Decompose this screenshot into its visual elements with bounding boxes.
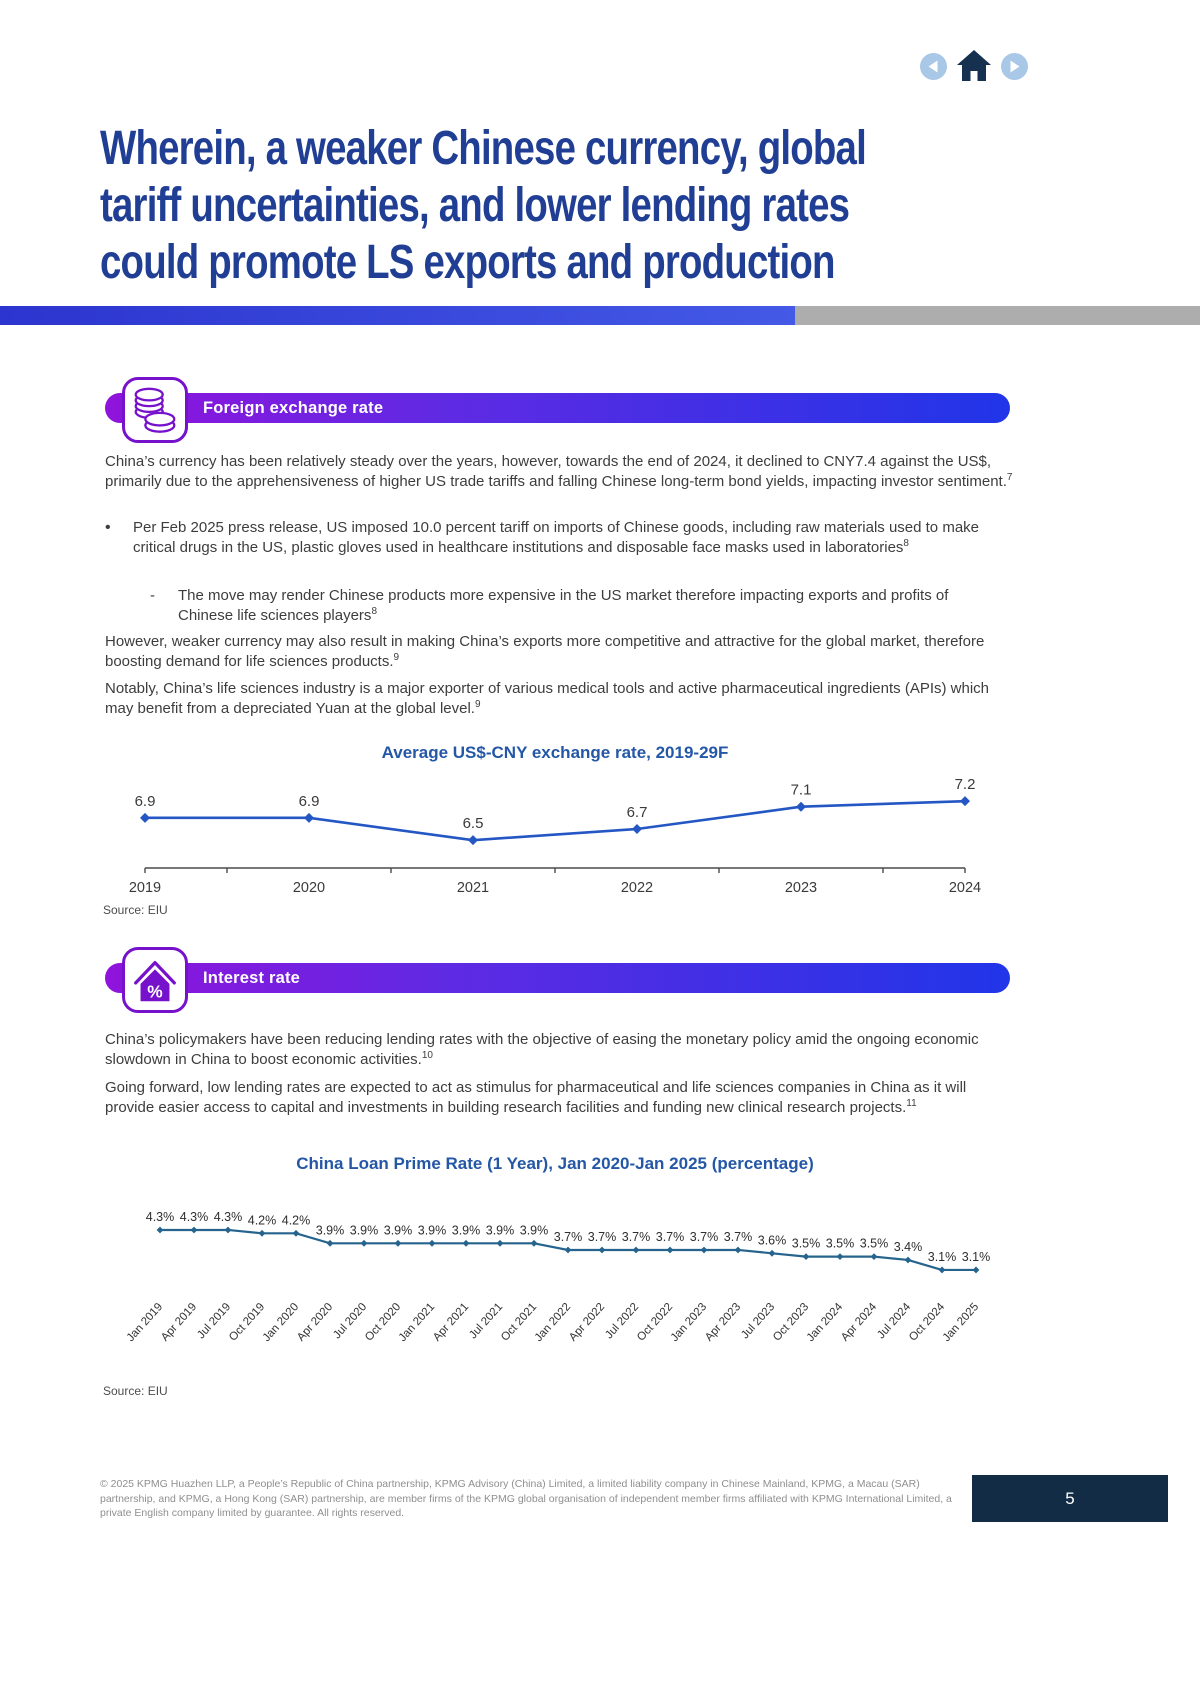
footer-copyright: © 2025 KPMG Huazhen LLP, a People’s Republic of China partnership, KPMG Advisory (China) Limited, a limited liability company in Chinese Mainland, KPMG, a Macau (SAR) partnership, and KPMG, a Hong Kong (SAR) partnership, are member firms of the KPMG global organisation of independent member firms affiliated with KPMG International Limited, a private English company limited by guarantee. All rights reserved. — [100, 1478, 952, 1519]
svg-text:6.7: 6.7 — [626, 804, 648, 821]
svg-text:Jul 2022: Jul 2022 — [603, 1300, 642, 1342]
paragraph-text: China’s currency has been relatively steady over the years, however, towards the end of 2024, it declined to CNY7.4 against the US$, primarily due to the apprehensiveness of higher US trade tariffs and falling Chinese long-term bond yields, impacting investor sentiment. — [105, 453, 1007, 490]
svg-text:Jul 2021: Jul 2021 — [467, 1300, 506, 1342]
lpr-chart-title: China Loan Prime Rate (1 Year), Jan 2020-Jan 2025 (percentage) — [296, 1154, 814, 1173]
svg-text:3.9%: 3.9% — [485, 1223, 515, 1238]
svg-text:4.3%: 4.3% — [145, 1209, 175, 1224]
svg-text:2023: 2023 — [784, 880, 818, 896]
svg-text:2024: 2024 — [948, 880, 982, 896]
footnote-ref: 8 — [903, 538, 909, 549]
arrow-left-icon — [920, 53, 947, 80]
top-navigation — [920, 45, 1040, 87]
svg-text:4.3%: 4.3% — [213, 1209, 243, 1224]
svg-text:Oct 2020: Oct 2020 — [363, 1300, 404, 1344]
percent-glyph: % — [147, 981, 163, 1002]
svg-text:Jan 2019: Jan 2019 — [124, 1300, 166, 1345]
home-button[interactable] — [953, 45, 995, 87]
house-percent-icon — [128, 952, 182, 1008]
svg-text:Jul 2020: Jul 2020 — [331, 1300, 370, 1342]
paragraph-text: The move may render Chinese products more expensive in the US market therefore impacting exports and profits of Chinese life sciences players — [178, 587, 949, 624]
svg-text:Apr 2022: Apr 2022 — [567, 1300, 608, 1344]
svg-text:3.9%: 3.9% — [451, 1223, 481, 1238]
page-title-line: Wherein, a weaker Chinese currency, global — [100, 122, 866, 175]
svg-text:3.9%: 3.9% — [315, 1223, 345, 1238]
svg-text:3.7%: 3.7% — [689, 1229, 719, 1244]
svg-text:3.9%: 3.9% — [519, 1223, 549, 1238]
paragraph-text: Notably, China’s life sciences industry is a major exporter of various medical tools and active pharmaceutical ingredients (APIs) which may benefit from a depreciated Yuan at the global level. — [105, 680, 990, 717]
svg-text:3.6%: 3.6% — [757, 1233, 787, 1248]
page-title-line: could promote LS exports and production — [100, 236, 835, 289]
paragraph-text: Going forward, low lending rates are expected to act as stimulus for pharmaceutical and life sciences companies in China as it will provide easier access to capital and investments in building research facilities and funding new clinical research projects. — [105, 1079, 967, 1116]
dash-marker — [150, 586, 178, 626]
svg-text:Oct 2019: Oct 2019 — [227, 1300, 268, 1344]
bullet-paragraph — [133, 518, 995, 558]
svg-text:2020: 2020 — [292, 880, 326, 896]
home-icon — [953, 45, 995, 87]
svg-text:Oct 2022: Oct 2022 — [635, 1300, 676, 1344]
svg-text:3.4%: 3.4% — [893, 1239, 923, 1254]
house-percent-icon-box — [122, 947, 188, 1013]
lpr-line-chart — [95, 1193, 1105, 1383]
svg-text:Apr 2023: Apr 2023 — [703, 1300, 744, 1344]
svg-text:Jan 2024: Jan 2024 — [804, 1300, 846, 1345]
section-header-interest-rate — [105, 963, 1010, 993]
svg-text:3.9%: 3.9% — [383, 1223, 413, 1238]
svg-text:Oct 2023: Oct 2023 — [771, 1300, 812, 1344]
svg-text:Jul 2023: Jul 2023 — [739, 1300, 778, 1342]
svg-text:Jan 2020: Jan 2020 — [260, 1300, 302, 1345]
svg-text:Apr 2024: Apr 2024 — [839, 1300, 880, 1344]
arrow-right-icon — [1001, 53, 1028, 80]
svg-text:Apr 2019: Apr 2019 — [159, 1300, 200, 1344]
svg-text:Oct 2021: Oct 2021 — [499, 1300, 540, 1344]
bullet-marker — [105, 518, 133, 558]
footnote-ref: 7 — [1006, 472, 1013, 483]
svg-text:Jan 2022: Jan 2022 — [532, 1300, 574, 1345]
footnote-ref: 8 — [371, 606, 377, 617]
footnote-ref: 9 — [393, 652, 400, 663]
footnote-ref: 9 — [474, 699, 481, 710]
paragraph-text: Per Feb 2025 press release, US imposed 10.0 percent tariff on imports of Chinese goods, including raw materials used to make critical drugs in the US, plastic gloves used in healthcare institutions and disposable face masks used in laboratories — [133, 519, 979, 556]
svg-text:Jan 2025: Jan 2025 — [940, 1300, 982, 1345]
page-number-box — [972, 1475, 1168, 1522]
coins-icon — [128, 382, 182, 438]
fx-paragraph-3 — [105, 679, 1017, 719]
section-header-foreign-exchange — [105, 393, 1010, 423]
fx-chart-source: Source: EIU — [103, 903, 168, 917]
svg-text:2019: 2019 — [128, 880, 162, 896]
svg-text:2021: 2021 — [456, 880, 490, 896]
svg-text:6.5: 6.5 — [462, 815, 484, 833]
fx-intro-paragraph — [105, 452, 1017, 492]
footnote-ref: 10 — [421, 1050, 433, 1061]
svg-text:3.9%: 3.9% — [349, 1223, 379, 1238]
page-title — [100, 120, 948, 291]
paragraph-text: However, weaker currency may also result in making China’s exports more competitive and attractive for the global market, therefore boosting demand for life sciences products. — [105, 633, 985, 670]
coins-icon-box — [122, 377, 188, 443]
svg-text:6.9: 6.9 — [134, 792, 156, 810]
svg-text:4.3%: 4.3% — [179, 1209, 209, 1224]
svg-text:7.1: 7.1 — [790, 781, 812, 799]
fx-line-chart — [95, 765, 1105, 900]
section-header-label: Foreign exchange rate — [203, 398, 384, 417]
section-header-label: Interest rate — [203, 968, 301, 987]
ir-paragraph-2 — [105, 1078, 1017, 1118]
next-page-button[interactable] — [1001, 53, 1028, 80]
footnote-ref: 11 — [906, 1098, 917, 1109]
svg-text:3.9%: 3.9% — [417, 1223, 447, 1238]
svg-text:4.2%: 4.2% — [247, 1213, 277, 1228]
svg-text:3.5%: 3.5% — [791, 1236, 821, 1251]
paragraph-text: China’s policymakers have been reducing lending rates with the objective of easing the monetary policy amid the ongoing economic slowdown in China to boost economic activities. — [105, 1031, 979, 1068]
fx-bullet-item — [105, 518, 995, 558]
svg-text:Jul 2024: Jul 2024 — [875, 1300, 914, 1342]
svg-text:3.1%: 3.1% — [927, 1249, 957, 1264]
svg-text:7.2: 7.2 — [954, 776, 976, 794]
svg-text:Jan 2021: Jan 2021 — [396, 1300, 438, 1345]
svg-text:3.7%: 3.7% — [553, 1229, 583, 1244]
divider-gray-segment — [795, 306, 1200, 325]
svg-text:3.7%: 3.7% — [587, 1229, 617, 1244]
svg-text:6.9: 6.9 — [298, 792, 320, 810]
svg-text:Jan 2023: Jan 2023 — [668, 1300, 710, 1345]
divider-bar — [0, 306, 1200, 325]
svg-text:Jul 2019: Jul 2019 — [195, 1300, 234, 1342]
svg-text:2022: 2022 — [620, 880, 654, 896]
sub-bullet-paragraph — [178, 586, 995, 626]
lpr-chart-source: Source: EIU — [103, 1384, 168, 1398]
ir-paragraph-1 — [105, 1030, 1017, 1070]
fx-chart-title: Average US$-CNY exchange rate, 2019-29F — [381, 743, 729, 762]
svg-text:3.5%: 3.5% — [825, 1236, 855, 1251]
svg-text:3.1%: 3.1% — [961, 1249, 991, 1264]
svg-text:4.2%: 4.2% — [281, 1213, 311, 1228]
svg-text:3.7%: 3.7% — [621, 1229, 651, 1244]
page-title-line: tariff uncertainties, and lower lending rates — [100, 179, 850, 232]
page-number: 5 — [1065, 1488, 1075, 1508]
svg-text:3.5%: 3.5% — [859, 1236, 889, 1251]
prev-page-button[interactable] — [920, 53, 947, 80]
fx-paragraph-2 — [105, 632, 1017, 672]
svg-text:3.7%: 3.7% — [723, 1229, 753, 1244]
fx-sub-bullet-item — [150, 586, 995, 626]
svg-text:Apr 2020: Apr 2020 — [295, 1300, 336, 1344]
svg-text:Apr 2021: Apr 2021 — [431, 1300, 472, 1344]
svg-text:3.7%: 3.7% — [655, 1229, 685, 1244]
svg-text:Oct 2024: Oct 2024 — [907, 1300, 948, 1344]
divider-blue-segment — [0, 306, 795, 325]
